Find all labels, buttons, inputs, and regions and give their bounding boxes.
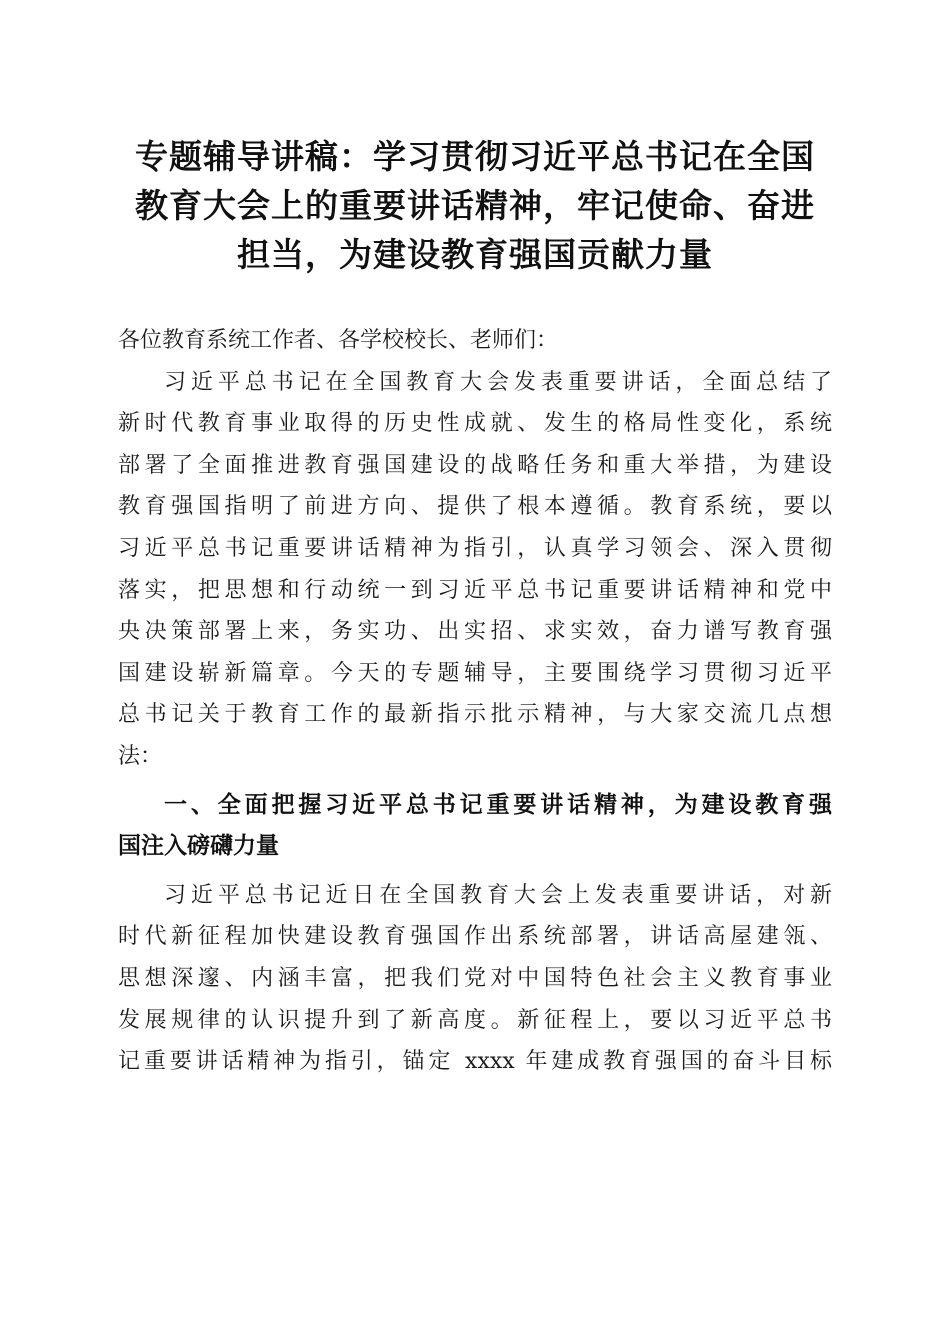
section-line: 发展规律的认识提升到了新高度。新征程上，要以习近平总书 (118, 1007, 832, 1033)
intro-line: 落实，把思想和行动统一到习近平总书记重要讲话精神和党中 (118, 577, 832, 603)
section-1-heading (118, 785, 832, 868)
section-heading-line: 国注入磅礴力量 (118, 833, 279, 860)
section-line: 思想深邃、内涵丰富，把我们党对中国特色社会主义教育事业 (118, 965, 832, 991)
section-heading-line: 一、全面把握习近平总书记重要讲话精神，为建设教育强 (164, 791, 832, 818)
section-spacer (118, 868, 832, 875)
document-title (118, 132, 832, 279)
document-body (118, 320, 832, 1083)
intro-line: 新时代教育事业取得的历史性成就、发生的格局性变化，系统 (118, 411, 832, 437)
salutation: 各位教育系统工作者、各学校校长、老师们： (118, 328, 559, 353)
intro-line: 央决策部署上来，务实功、出实招、求实效，奋力谱写教育强 (118, 619, 832, 645)
title-line-3: 担当，为建设教育强国贡献力量 (237, 235, 713, 274)
section-1-paragraph (118, 875, 832, 1083)
intro-paragraph (118, 362, 832, 778)
intro-line: 法： (118, 743, 163, 769)
title-line-1: 专题辅导讲稿：学习贯彻习近平总书记在全国 (135, 137, 815, 176)
section-spacer (118, 778, 832, 785)
section-line: 习近平总书记近日在全国教育大会上发表重要讲话，对新 (164, 882, 832, 908)
intro-line: 总书记关于教育工作的最新指示批示精神，与大家交流几点想 (118, 702, 832, 728)
section-line: 时代新征程加快建设教育强国作出系统部署，讲话高屋建瓴、 (118, 924, 832, 950)
section-line: 记重要讲话精神为指引，锚定 xxxx 年建成教育强国的奋斗目标 (118, 1049, 832, 1075)
intro-line: 习近平总书记重要讲话精神为指引，认真学习领会、深入贯彻 (118, 535, 832, 561)
intro-line: 国建设崭新篇章。今天的专题辅导，主要围绕学习贯彻习近平 (118, 660, 832, 686)
intro-line: 教育强国指明了前进方向、提供了根本遵循。教育系统，要以 (118, 494, 832, 520)
intro-line: 部署了全面推进教育强国建设的战略任务和重大举措，为建设 (118, 452, 832, 478)
title-line-2: 教育大会上的重要讲话精神，牢记使命、奋进 (135, 186, 815, 225)
intro-line: 习近平总书记在全国教育大会发表重要讲话，全面总结了 (164, 369, 832, 395)
